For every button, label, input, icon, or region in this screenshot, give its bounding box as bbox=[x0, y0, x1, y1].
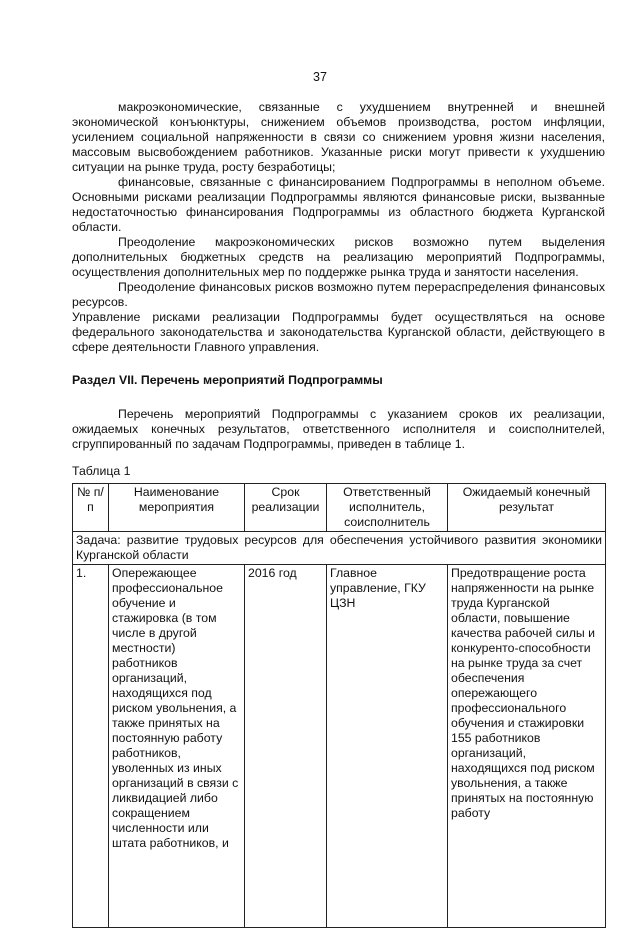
table-caption: Таблица 1 bbox=[72, 464, 131, 478]
cell-term: 2016 год bbox=[245, 565, 327, 928]
paragraph-financial-risks: финансовые, связанные с финансированием Подпрограммы в неполном объеме. Основными рисками реализации Подпрограммы являются финансовые риски, вызванные недостаточностью финансирования Подпрограммы из областного бюджета Курганской области. bbox=[72, 175, 605, 234]
table-header-row bbox=[73, 484, 606, 532]
header-num: № п/п bbox=[73, 484, 109, 532]
paragraph-financial-risk-mitigation: Преодоление финансовых рисков возможно путем перераспределения финансовых ресурсов. bbox=[72, 280, 605, 309]
header-term: Срок реализации bbox=[245, 484, 327, 532]
header-responsible: Ответственный исполнитель, соисполнитель bbox=[327, 484, 448, 532]
cell-responsible: Главное управление, ГКУ ЦЗН bbox=[327, 565, 448, 928]
table-row bbox=[73, 565, 606, 928]
cell-name: Опережающее профессиональное обучение и стажировка (в том числе в другой местности) работников организаций, находящихся под риском увольнения, а также принятых на постоянную работу работников, уволенных из иных организаций в связи с ликвидацией либо сокращением численности или штата работников, и bbox=[109, 565, 245, 928]
task-cell: Задача: развитие трудовых ресурсов для обеспечения устойчивого развития экономики Курганской области bbox=[73, 532, 606, 565]
paragraph-measures-intro: Перечень мероприятий Подпрограммы с указанием сроков их реализации, ожидаемых конечных результатов, ответственного исполнителя и соисполнителей, сгруппированный по задачам Подпрограммы, приведен в таблице 1. bbox=[72, 407, 605, 451]
header-name: Наименование мероприятия bbox=[109, 484, 245, 532]
task-row bbox=[73, 532, 606, 565]
measures-table bbox=[72, 483, 606, 928]
header-result: Ожидаемый конечный результат bbox=[448, 484, 606, 532]
page-number: 37 bbox=[313, 70, 327, 84]
paragraph-macro-risk-mitigation: Преодоление макроэкономических рисков возможно путем выделения дополнительных бюджетных средств на реализацию мероприятий Подпрограммы, осуществления дополнительных мер по поддержке рынка труда и занятости населения. bbox=[72, 235, 605, 279]
paragraph-risk-management: Управление рисками реализации Подпрограммы будет осуществляться на основе федерального законодательства и законодательства Курганской области, действующего в сфере деятельности Главного управления. bbox=[72, 310, 605, 354]
section-title: Раздел VII. Перечень мероприятий Подпрограммы bbox=[72, 373, 383, 387]
cell-num: 1. bbox=[73, 565, 109, 928]
document-body bbox=[72, 100, 605, 479]
paragraph-macroeconomic-risks: макроэкономические, связанные с ухудшением внутренней и внешней экономической конъюнктуры, снижением объемов производства, ростом инфляции, усилением социальной напряженности в связи со снижением уровня жизни населения, массовым высвобождением работников. Указанные риски могут привести к ухудшению ситуации на рынке труда, росту безработицы; bbox=[72, 100, 605, 174]
cell-result: Предотвращение роста напряженности на рынке труда Курганской области, повышение качества рабочей силы и конкуренто-способности на рынке труда за счет обеспечения опережающего профессионального обучения и стажировки 155 работников организаций, находящихся под риском увольнения, а также принятых на постоянную работу bbox=[448, 565, 606, 928]
